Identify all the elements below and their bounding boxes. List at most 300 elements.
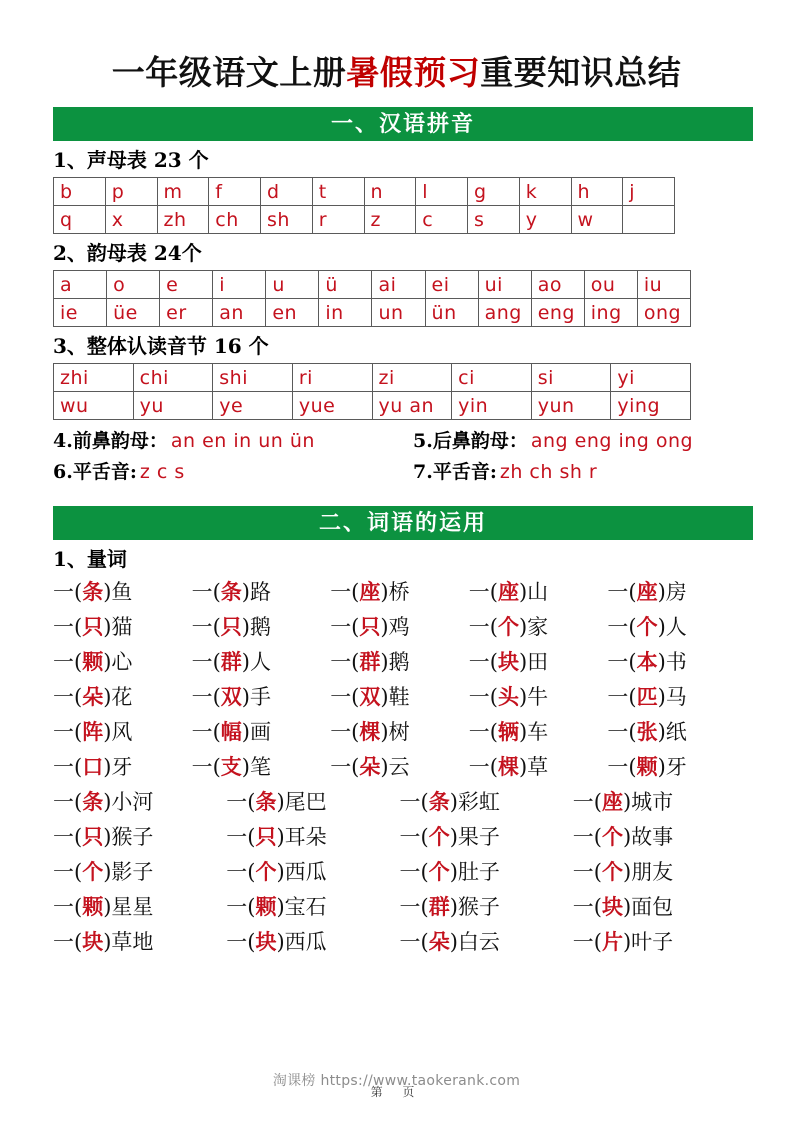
measure-word-classifier: 片 [601,929,623,955]
measure-word-item [607,576,746,608]
measure-word-item [53,821,226,853]
measure-word-noun: )桥 [380,580,410,605]
measure-word-classifier: 朵 [82,684,104,710]
section-banner-vocabulary: 二、词语的运用 [53,506,753,540]
table-cell: ying [611,392,691,420]
measure-word-noun: )路 [241,580,271,605]
measure-word-noun: )心 [103,650,133,675]
measure-word-prefix: 一( [330,685,360,710]
table-cell: ch [209,206,261,234]
measure-word-noun: )星星 [103,895,154,920]
measure-word-item [192,611,331,643]
measure-word-classifier: 群 [428,894,450,920]
table-cell: r [312,206,364,234]
measure-word-noun: )彩虹 [449,790,500,815]
note-label: 5.后鼻韵母： [413,430,528,453]
table-cell: yue [292,392,372,420]
measure-word-noun: )宝石 [276,895,327,920]
measure-word-noun: )笔 [241,755,271,780]
measure-word-item [226,856,399,888]
measure-word-noun: )鱼 [103,580,133,605]
measure-word-prefix: 一( [607,650,637,675]
table-cell: m [157,178,209,206]
watermark-text: 淘课榜 https://www.taokerank.com [272,1073,521,1089]
table-cell: sh [261,206,313,234]
table-cell: ong [637,299,690,327]
measure-word-prefix: 一( [468,755,498,780]
measure-word-item [226,891,399,923]
measure-word-noun: )西瓜 [276,860,327,885]
measure-word-noun: )人 [657,615,687,640]
subheading-initials: 1、声母表 23 个 [53,148,209,173]
measure-word-noun: )耳朵 [276,825,327,850]
table-cell: ei [425,271,478,299]
table-cell: üe [107,299,160,327]
measure-word-item [469,681,608,713]
measure-word-noun: )山 [518,580,549,605]
measure-word-item [400,926,573,958]
measure-word-item [607,716,746,748]
measure-word-classifier: 群 [359,649,381,675]
measure-word-item [607,611,746,643]
measure-word-item [607,681,746,713]
note-front-nasal [53,426,413,453]
table-row [54,178,675,206]
measure-word-noun: )故事 [622,825,674,850]
measure-word-classifier: 条 [428,789,450,815]
measure-word-classifier: 块 [82,929,104,955]
table-row [54,392,691,420]
table-cell: zh [157,206,209,234]
measure-word-classifier: 只 [255,824,277,850]
note-back-nasal [413,426,743,453]
page-footer [0,1070,793,1100]
measure-word-prefix: 一( [53,825,83,850]
measure-word-prefix: 一( [53,615,83,640]
table-cell: er [160,299,213,327]
note-row [53,426,746,453]
measure-word-classifier: 朵 [428,929,450,955]
table-cell: k [519,178,571,206]
table-cell: ing [584,299,637,327]
measure-word-prefix: 一( [399,895,429,920]
measure-word-item [330,646,469,678]
measure-word-prefix: 一( [53,755,83,780]
measure-word-prefix: 一( [191,685,221,710]
measure-word-classifier: 只 [220,614,242,640]
table-row [54,271,691,299]
measure-word-noun: )花 [103,685,133,710]
measure-word-classifier: 双 [220,684,242,710]
measure-word-item [226,926,399,958]
measure-word-prefix: 一( [468,580,498,605]
measure-word-noun: )牙 [103,755,133,780]
measure-word-noun: )鹅 [241,615,271,640]
table-cell: b [54,178,106,206]
measure-word-noun: )城市 [622,790,674,815]
measure-word-classifier: 块 [601,894,623,920]
measure-word-prefix: 一( [226,930,256,955]
table-cell: f [209,178,261,206]
measure-word-row [53,751,746,783]
measure-word-prefix: 一( [607,615,637,640]
measure-word-prefix: 一( [226,860,256,885]
measure-word-classifier: 个 [497,614,519,640]
measure-word-row [53,891,746,923]
measure-word-classifier: 颗 [255,894,277,920]
measure-word-item [573,786,746,818]
measure-word-prefix: 一( [607,720,637,745]
note-row [53,457,746,484]
table-cell: l [416,178,468,206]
table-cell: un [372,299,425,327]
table-cell: yun [531,392,611,420]
measure-word-item [469,646,608,678]
table-cell: ri [292,364,372,392]
measure-word-prefix: 一( [191,615,221,640]
measure-word-prefix: 一( [468,720,498,745]
measure-word-row [53,786,746,818]
whole-syllables-table [53,363,691,420]
measure-word-noun: )草地 [103,930,154,955]
title-part-2: 重要知识总结 [480,53,682,92]
measure-word-item [469,576,608,608]
table-cell: si [531,364,611,392]
table-cell: o [107,271,160,299]
measure-word-noun: )影子 [103,860,154,885]
measure-word-classifier: 个 [601,859,623,885]
subheading-finals: 2、韵母表 24个 [53,241,202,266]
measure-word-noun: )风 [103,720,133,745]
measure-word-classifier: 座 [636,579,658,605]
note-retroflex [413,457,743,484]
measure-word-classifier: 条 [82,579,104,605]
measure-word-noun: )车 [518,720,549,745]
finals-table [53,270,691,327]
table-cell: q [54,206,106,234]
table-cell: d [261,178,313,206]
measure-word-item [53,751,192,783]
measure-word-prefix: 一( [226,790,256,815]
initials-table [53,177,675,234]
measure-word-item [192,576,331,608]
measure-word-item [226,821,399,853]
table-cell: y [519,206,571,234]
measure-word-prefix: 一( [607,685,637,710]
table-cell: h [571,178,623,206]
measure-word-classifier: 颗 [82,649,104,675]
measure-word-item [330,576,469,608]
measure-word-item [53,611,192,643]
measure-word-classifier: 棵 [359,719,381,745]
measure-word-prefix: 一( [330,580,360,605]
measure-word-noun: )肚子 [449,860,500,885]
measure-word-row [53,926,746,958]
measure-word-item [469,751,608,783]
measure-word-noun: )白云 [449,930,500,955]
table-cell: a [54,271,107,299]
measure-word-item [607,751,746,783]
table-cell: g [468,178,520,206]
subheading-syllables: 3、整体认读音节 16 个 [53,334,269,359]
measure-word-classifier: 本 [636,649,658,675]
measure-word-row [53,611,746,643]
note-label: 7.平舌音: [413,461,497,484]
page-title [47,0,746,93]
table-cell: ai [372,271,425,299]
measure-word-item [400,856,573,888]
measure-word-item [607,646,746,678]
measure-word-row [53,856,746,888]
table-row [54,206,675,234]
table-cell: w [571,206,623,234]
table-cell: an [213,299,266,327]
measure-word-prefix: 一( [53,930,83,955]
table-cell: j [623,178,675,206]
measure-word-prefix: 一( [572,930,602,955]
measure-word-classifier: 头 [497,684,519,710]
measure-word-classifier: 群 [220,649,242,675]
measure-word-classifier: 口 [82,754,104,780]
measure-word-noun: )树 [380,720,410,745]
measure-word-classifier: 朵 [359,754,381,780]
measure-word-item [53,786,226,818]
measure-word-classifier: 棵 [497,754,519,780]
table-cell: t [312,178,364,206]
measure-word-prefix: 一( [330,650,360,675]
measure-word-prefix: 一( [191,650,221,675]
measure-word-item [573,821,746,853]
measure-word-prefix: 一( [226,825,256,850]
measure-word-classifier: 座 [497,579,519,605]
measure-word-classifier: 幅 [220,719,242,745]
measure-word-classifier: 个 [636,614,658,640]
measure-word-classifier: 辆 [497,719,519,745]
measure-word-item [330,611,469,643]
measure-word-classifier: 个 [428,824,450,850]
measure-word-noun: )西瓜 [276,930,327,955]
table-cell: yin [452,392,532,420]
title-highlight: 暑假预习 [346,53,481,92]
measure-word-item [53,856,226,888]
measure-word-item [53,646,192,678]
table-row [54,364,691,392]
table-cell: p [105,178,157,206]
measure-word-classifier: 条 [220,579,242,605]
measure-word-noun: )马 [657,685,687,710]
measure-word-classifier: 座 [601,789,623,815]
table-cell: iu [637,271,690,299]
measure-word-classifier: 个 [255,859,277,885]
measure-word-row [53,716,746,748]
table-cell: ou [584,271,637,299]
measure-word-item [192,751,331,783]
measure-word-classifier: 个 [428,859,450,885]
measure-word-item [573,926,746,958]
measure-word-prefix: 一( [399,860,429,885]
measure-word-item [330,751,469,783]
measure-word-item [53,716,192,748]
measure-word-item [400,891,573,923]
measure-word-row [53,646,746,678]
measure-word-prefix: 一( [399,790,429,815]
measure-word-item [53,926,226,958]
measure-word-classifier: 只 [359,614,381,640]
measure-word-prefix: 一( [53,720,83,745]
measure-word-classifier: 双 [359,684,381,710]
measure-word-classifier: 块 [497,649,519,675]
measure-word-noun: )鸡 [380,615,410,640]
table-cell: s [468,206,520,234]
measure-word-prefix: 一( [191,580,221,605]
table-cell: en [266,299,319,327]
table-row [54,299,691,327]
measure-word-item [330,681,469,713]
measure-word-item [573,856,746,888]
measure-word-noun: )草 [518,755,549,780]
table-cell: wu [54,392,134,420]
measure-word-classifier: 座 [359,579,381,605]
table-cell: ao [531,271,584,299]
measure-word-prefix: 一( [53,685,83,710]
measure-word-prefix: 一( [53,580,83,605]
table-cell: shi [213,364,293,392]
measure-word-prefix: 一( [607,580,637,605]
measure-word-prefix: 一( [399,825,429,850]
table-cell: in [319,299,372,327]
measure-word-classifier: 张 [636,719,658,745]
measure-word-noun: )云 [380,755,410,780]
measure-word-classifier: 支 [220,754,242,780]
measure-word-item [53,891,226,923]
table-cell: ie [54,299,107,327]
table-cell: c [416,206,468,234]
measure-word-noun: )小河 [103,790,154,815]
measure-word-item [192,681,331,713]
measure-word-item [469,611,608,643]
measure-word-classifier: 块 [255,929,277,955]
table-cell: zhi [54,364,134,392]
table-cell: zi [372,364,452,392]
measure-word-classifier: 匹 [636,684,658,710]
measure-word-classifier: 阵 [82,719,104,745]
table-cell: yu [133,392,213,420]
measure-word-prefix: 一( [468,650,498,675]
measure-word-prefix: 一( [330,615,360,640]
measure-word-prefix: 一( [330,720,360,745]
measure-word-noun: )猴子 [103,825,154,850]
measure-word-prefix: 一( [191,720,221,745]
table-cell: ui [478,271,531,299]
measure-word-row [53,821,746,853]
measure-word-item [192,646,331,678]
measure-word-noun: )叶子 [622,930,674,955]
measure-word-noun: )牙 [657,755,687,780]
table-cell: chi [133,364,213,392]
measure-word-classifier: 颗 [82,894,104,920]
measure-word-noun: )牛 [518,685,549,710]
measure-word-prefix: 一( [607,755,637,780]
measure-word-prefix: 一( [468,685,498,710]
measure-word-item [53,576,192,608]
measure-word-item [192,716,331,748]
table-cell: eng [531,299,584,327]
note-value: z c s [139,461,185,484]
measure-word-item [573,891,746,923]
table-cell: ü [319,271,372,299]
measure-word-prefix: 一( [53,895,83,920]
measure-word-noun: )鹅 [380,650,410,675]
measure-word-classifier: 只 [82,824,104,850]
note-label: 4.前鼻韵母： [53,430,168,453]
table-cell: ang [478,299,531,327]
pinyin-notes [53,426,746,484]
table-cell: ci [452,364,532,392]
note-value: ang eng ing ong [530,430,694,453]
measure-word-noun: )尾巴 [276,790,327,815]
measure-word-prefix: 一( [53,860,83,885]
note-label: 6.平舌音: [53,461,137,484]
measure-word-noun: )面包 [622,895,674,920]
title-part-1: 一年级语文上册 [111,53,347,92]
measure-word-prefix: 一( [572,825,602,850]
note-flat-tongue [53,457,413,484]
page-number-label: 第 页 [370,1085,423,1099]
table-cell: e [160,271,213,299]
table-cell: ye [213,392,293,420]
measure-word-item [330,716,469,748]
measure-word-prefix: 一( [53,790,83,815]
measure-word-classifier: 条 [82,789,104,815]
measure-word-grid [53,576,746,958]
table-cell: yi [611,364,691,392]
measure-word-prefix: 一( [399,930,429,955]
table-cell: yu an [372,392,452,420]
table-cell: i [213,271,266,299]
measure-word-classifier: 只 [82,614,104,640]
measure-word-noun: )纸 [657,720,687,745]
measure-word-noun: )朋友 [622,860,674,885]
measure-word-noun: )家 [518,615,549,640]
table-cell: u [266,271,319,299]
measure-word-prefix: 一( [572,790,602,815]
measure-word-classifier: 条 [255,789,277,815]
measure-word-prefix: 一( [226,895,256,920]
table-cell: ün [425,299,478,327]
measure-word-noun: )果子 [449,825,500,850]
measure-word-item [400,821,573,853]
note-value: an en in un ün [170,430,315,453]
measure-word-classifier: 个 [82,859,104,885]
measure-word-prefix: 一( [330,755,360,780]
measure-word-row [53,681,746,713]
measure-word-noun: )书 [657,650,687,675]
measure-word-noun: )猴子 [449,895,500,920]
measure-word-row [53,576,746,608]
measure-word-noun: )房 [657,580,687,605]
measure-word-noun: )田 [518,650,549,675]
measure-word-noun: )猫 [103,615,133,640]
note-value: zh ch sh r [499,461,598,484]
measure-word-item [400,786,573,818]
measure-word-noun: )手 [241,685,271,710]
measure-word-prefix: 一( [191,755,221,780]
measure-word-item [469,716,608,748]
measure-word-prefix: 一( [572,895,602,920]
table-cell-empty [623,206,675,234]
measure-word-classifier: 颗 [636,754,658,780]
measure-word-item [226,786,399,818]
